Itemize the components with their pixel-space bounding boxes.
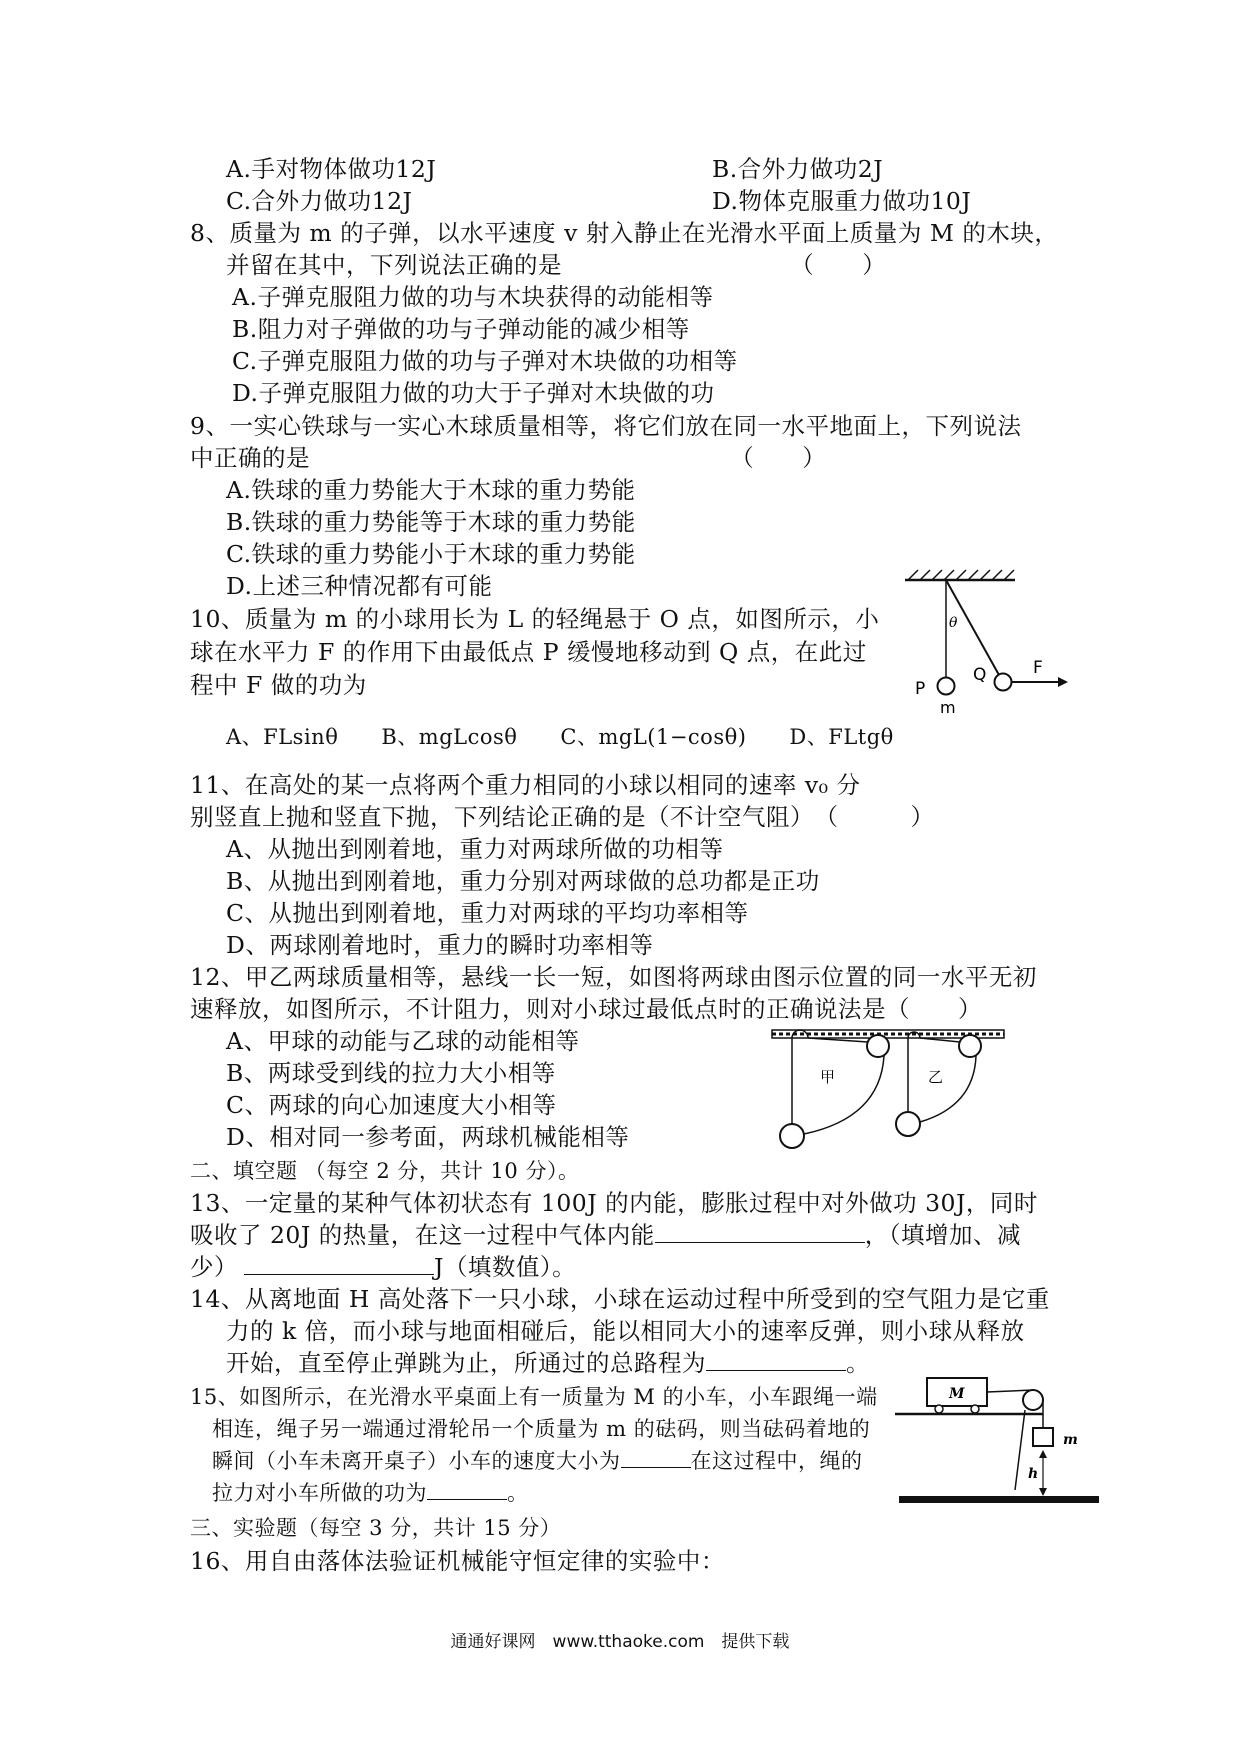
fig-q-label: Q xyxy=(973,665,987,685)
q9-option-c: C.铁球的重力势能小于木球的重力势能 xyxy=(226,540,636,568)
q8-stem-line1: 8、质量为 m 的子弹，以水平速度 v 射入静止在光滑水平面上质量为 M 的木块， xyxy=(190,219,1059,247)
q13-line3-text: 少） xyxy=(190,1253,238,1281)
pendulum-figure xyxy=(900,560,1070,720)
q10-options: A、FLsinθ B、mgLcosθ C、mgL(1−cosθ) D、FLtgθ xyxy=(226,725,894,749)
q15-line1: 15、如图所示，在光滑水平桌面上有一质量为 M 的小车，小车跟绳一端 xyxy=(190,1385,878,1409)
fig-yi-label: 乙 xyxy=(928,1068,944,1086)
cart-pulley-figure xyxy=(895,1370,1105,1510)
q12-stem-line2: 速释放，如图所示，不计阻力，则对小球过最低点时的正确说法是（ ） xyxy=(190,995,982,1023)
q14-line3-text: 开始，直至停止弹跳为止，所通过的总路程为 xyxy=(226,1349,706,1377)
q7-option-a: A.手对物体做功12J xyxy=(226,155,437,183)
q15-blank-work[interactable] xyxy=(427,1479,507,1500)
fig-f-label: F xyxy=(1033,658,1043,678)
fig-cart-label: M xyxy=(949,1386,965,1402)
q15-line4-text: 拉力对小车所做的功为 xyxy=(212,1481,427,1505)
fig-jia-label: 甲 xyxy=(820,1068,836,1086)
fig-p-label: P xyxy=(915,679,926,699)
q12-option-a: A、甲球的动能与乙球的动能相等 xyxy=(226,1027,580,1055)
q9-stem-line1: 9、一实心铁球与一实心木球质量相等，将它们放在同一水平地面上，下列说法 xyxy=(190,412,1022,440)
q11-option-b: B、从抛出到刚着地，重力分别对两球做的总功都是正功 xyxy=(226,867,820,895)
q8-option-d: D.子弹克服阻力做的功大于子弹对木块做的功 xyxy=(232,379,715,407)
q13-line2-text: 吸收了 20J 的热量，在这一过程中气体内能 xyxy=(190,1221,655,1249)
section-2-title: 二、填空题 （每空 2 分，共计 10 分）。 xyxy=(190,1159,580,1183)
q14-line2: 力的 k 倍，而小球与地面相碰后，能以相同大小的速率反弹，则小球从释放 xyxy=(226,1317,1025,1345)
q12-option-d: D、相对同一参考面，两球机械能相等 xyxy=(226,1123,630,1151)
q10-stem-line2: 球在水平力 F 的作用下由最低点 P 缓慢地移动到 Q 点，在此过 xyxy=(190,638,867,666)
q13-line2 xyxy=(190,1220,1021,1250)
q12-stem-line1: 12、甲乙两球质量相等，悬线一长一短，如图将两球由图示位置的同一水平无初 xyxy=(190,963,1037,991)
q13-blank-value[interactable] xyxy=(244,1252,434,1275)
q11-option-a: A、从抛出到刚着地，重力对两球所做的功相等 xyxy=(226,835,724,863)
q16-stem: 16、用自由落体法验证机械能守恒定律的实验中： xyxy=(190,1547,725,1575)
fig-height-label: h xyxy=(1028,1466,1039,1482)
q14-line3-tail: 。 xyxy=(846,1349,870,1377)
q11-option-d: D、两球刚着地时，重力的瞬时功率相等 xyxy=(226,931,654,959)
q13-line1: 13、一定量的某种气体初状态有 100J 的内能，膨胀过程中对外做功 30J，同时 xyxy=(190,1189,1038,1217)
q15-line2: 相连，绳子另一端通过滑轮吊一个质量为 m 的砝码，则当砝码着地的 xyxy=(212,1417,871,1441)
q13-line2-tail: ，（填增加、减 xyxy=(864,1221,1022,1249)
q11-option-c: C、从抛出到刚着地，重力对两球的平均功率相等 xyxy=(226,899,749,927)
q15-line4-tail: 。 xyxy=(507,1481,529,1505)
fig-m-label: m xyxy=(940,698,956,717)
q15-line4 xyxy=(212,1478,529,1508)
q13-blank-change[interactable] xyxy=(655,1220,865,1243)
q8-option-c: C.子弹克服阻力做的功与子弹对木块做的功相等 xyxy=(232,347,738,375)
q7-option-b: B.合外力做功2J xyxy=(712,155,884,183)
fig-weight-label: m xyxy=(1063,1432,1078,1448)
section-3-title: 三、实验题（每空 3 分，共计 15 分） xyxy=(190,1516,562,1540)
q15-line3-tail: 在这过程中，绳的 xyxy=(690,1449,863,1473)
q8-stem-line2: 并留在其中，下列说法正确的是 （ ） xyxy=(226,251,887,279)
q8-option-b: B.阻力对子弹做的功与子弹动能的减少相等 xyxy=(232,315,690,343)
q12-option-c: C、两球的向心加速度大小相等 xyxy=(226,1091,557,1119)
q12-option-b: B、两球受到线的拉力大小相等 xyxy=(226,1059,556,1087)
q15-blank-speed[interactable] xyxy=(621,1447,691,1468)
q14-line1: 14、从离地面 H 高处落下一只小球，小球在运动过程中所受到的空气阻力是它重 xyxy=(190,1285,1050,1313)
q10-stem-line1: 10、质量为 m 的小球用长为 L 的轻绳悬于 O 点，如图所示，小 xyxy=(190,605,880,633)
q9-option-a: A.铁球的重力势能大于木球的重力势能 xyxy=(226,476,636,504)
q10-stem-line3: 程中 F 做的功为 xyxy=(190,671,367,699)
q9-option-d: D.上述三种情况都有可能 xyxy=(226,572,493,600)
q9-stem-line2: 中正确的是 （ ） xyxy=(190,444,827,472)
q11-stem-line1: 11、在高处的某一点将两个重力相同的小球以相同的速率 v₀ 分 xyxy=(190,771,861,799)
fig-theta-label: θ xyxy=(949,615,958,631)
q8-option-a: A.子弹克服阻力做的功与木块获得的动能相等 xyxy=(232,283,714,311)
q14-line3 xyxy=(226,1348,870,1378)
q14-blank-distance[interactable] xyxy=(706,1348,846,1371)
q13-line3 xyxy=(190,1252,576,1282)
two-pendulums-figure xyxy=(768,1022,1008,1152)
q11-stem-line2: 别竖直上抛和竖直下抛，下列结论正确的是（不计空气阻） （ ） xyxy=(190,803,935,831)
q13-line3-tail: J（填数值）。 xyxy=(434,1253,577,1281)
q7-option-d: D.物体克服重力做功10J xyxy=(712,187,972,215)
page-footer: 通通好课网 www.tthaoke.com 提供下载 xyxy=(450,1632,790,1652)
q9-option-b: B.铁球的重力势能等于木球的重力势能 xyxy=(226,508,636,536)
q15-line3-text: 瞬间（小车未离开桌子）小车的速度大小为 xyxy=(212,1449,621,1473)
q15-line3 xyxy=(212,1446,863,1476)
q7-option-c: C.合外力做功12J xyxy=(226,187,413,215)
